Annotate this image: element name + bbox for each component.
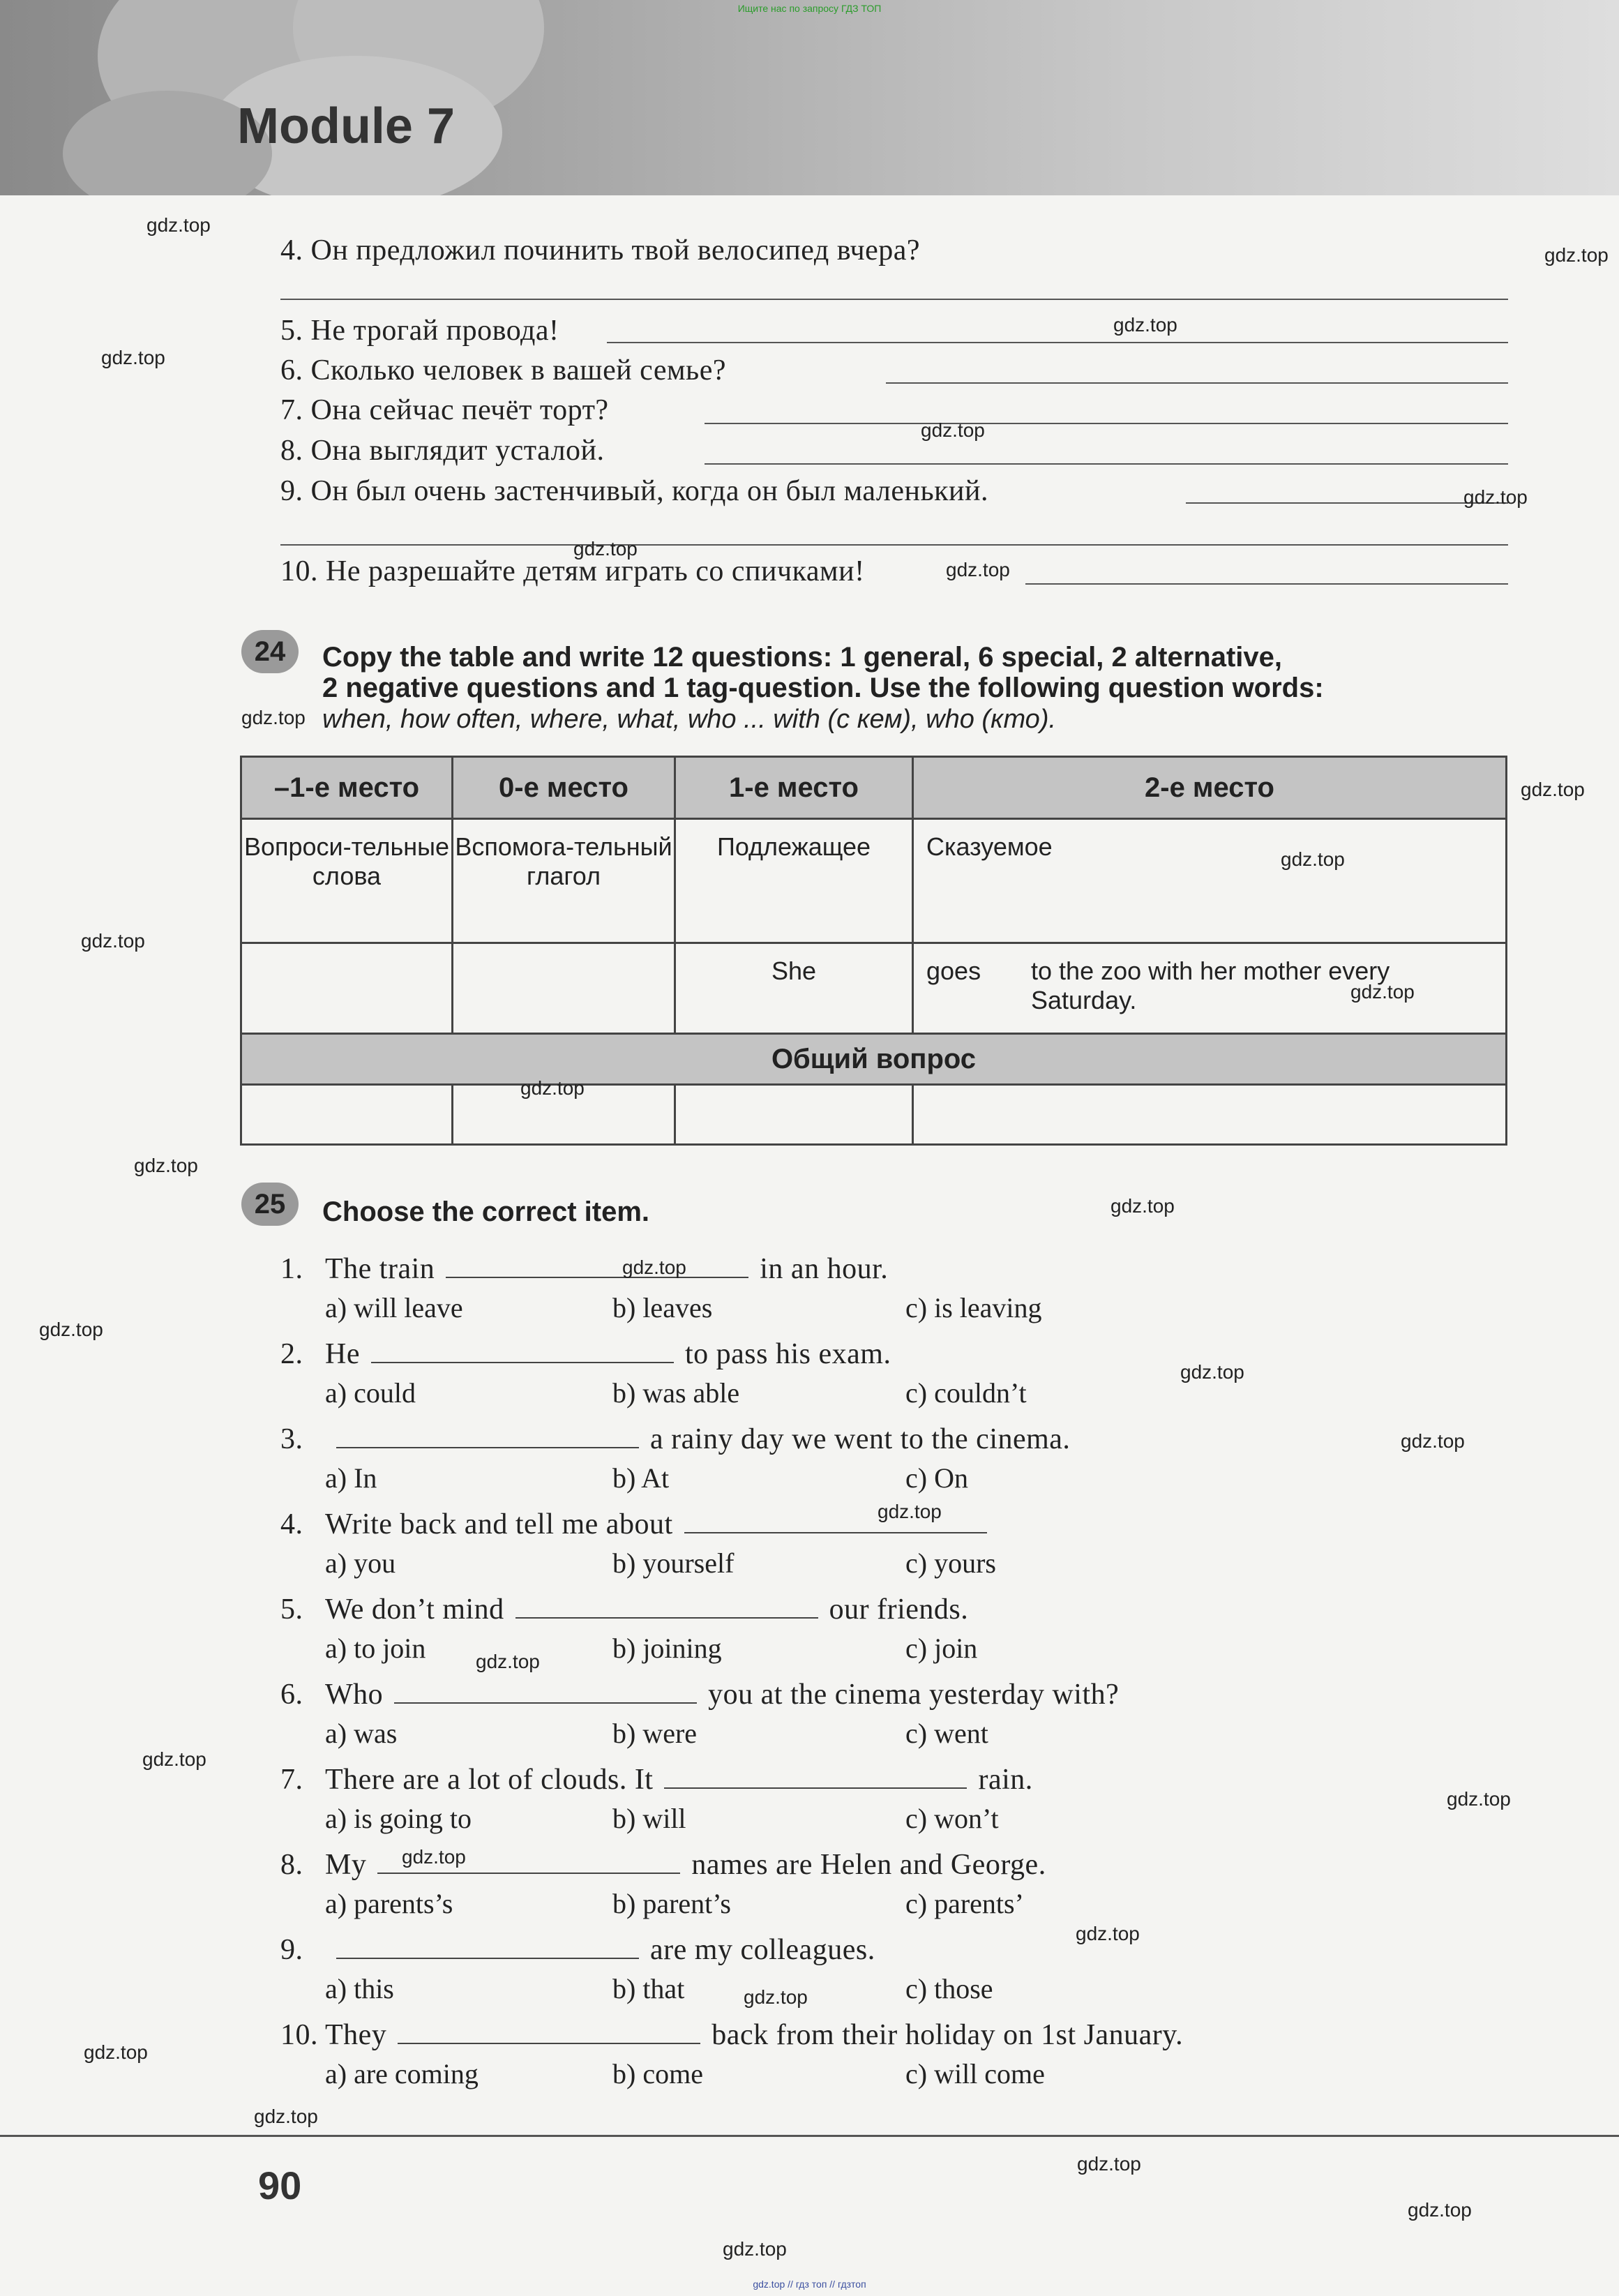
table-cell — [675, 1085, 913, 1145]
item-sentence — [325, 1593, 968, 1626]
watermark-text: gdz.top — [878, 1501, 942, 1522]
translate-item: 5. Не трогай провода! — [280, 315, 559, 347]
table-cell: Подлежащее — [675, 819, 913, 943]
sentence-before: They — [325, 2019, 387, 2051]
translate-item: 8. Она выглядит усталой. — [280, 435, 605, 467]
answer-option: a) could — [325, 1377, 416, 1409]
translate-item: 7. Она сейчас печёт торт? — [280, 394, 609, 426]
sentence-before: Who — [325, 1679, 384, 1711]
sentence-before: My — [325, 1849, 367, 1881]
watermark-text: gdz.top — [39, 1319, 103, 1340]
answer-option: b) At — [612, 1462, 670, 1494]
answer-option: c) parents’ — [905, 1888, 1024, 1919]
exercise-number: 25 — [241, 1183, 299, 1226]
answer-option: a) was — [325, 1718, 398, 1749]
watermark-text: gdz.top — [1110, 1195, 1175, 1217]
header-band — [0, 0, 1619, 195]
general-question-label: Общий вопрос — [241, 1034, 1507, 1085]
answer-line — [1025, 583, 1508, 585]
item-sentence — [325, 1933, 875, 1967]
table-cell — [241, 943, 453, 1034]
watermark-text: gdz.top — [84, 2041, 148, 2063]
sentence-after: in an hour. — [760, 1253, 889, 1285]
question-structure-table — [240, 756, 1507, 1146]
watermark-text: gdz.top — [81, 930, 145, 952]
sentence-before: The train — [325, 1253, 435, 1285]
table-header: 1-е место — [675, 757, 913, 819]
answer-option: b) parent’s — [612, 1888, 731, 1919]
answer-option: c) those — [905, 1973, 993, 2004]
watermark-text: gdz.top — [1401, 1430, 1465, 1452]
sentence-after: you at the cinema yesterday with? — [708, 1679, 1120, 1711]
watermark-text: gdz.top — [744, 1986, 808, 2008]
watermark-text: gdz.top — [476, 1651, 540, 1672]
sentence-before: Write back and tell me about — [325, 1508, 673, 1540]
answer-option: c) On — [905, 1462, 968, 1494]
item-number: 8. — [280, 1849, 303, 1881]
watermark-text: gdz.top — [1544, 244, 1609, 266]
table-cell: She — [675, 943, 913, 1034]
answer-option: c) won’t — [905, 1803, 999, 1834]
table-cell: Вопроси-тельные слова — [241, 819, 453, 943]
sentence-before: We don’t mind — [325, 1593, 504, 1626]
sentence-after: rain. — [978, 1764, 1033, 1796]
item-sentence — [325, 1337, 891, 1371]
translate-item: 9. Он был очень застенчивый, когда он был маленький. — [280, 475, 988, 507]
watermark-text: gdz.top — [146, 214, 211, 236]
item-number: 4. — [280, 1508, 303, 1540]
sentence-after: back from their holiday on 1st January. — [711, 2019, 1184, 2051]
answer-line — [705, 463, 1508, 465]
item-number: 3. — [280, 1423, 303, 1455]
answer-option: c) is leaving — [905, 1292, 1042, 1323]
answer-option: a) are coming — [325, 2058, 479, 2089]
watermark-text: gdz.top — [1281, 848, 1345, 870]
item-number: 7. — [280, 1764, 303, 1796]
watermark-text: gdz.top — [1447, 1788, 1511, 1810]
watermark-text: gdz.top — [622, 1256, 686, 1278]
watermark-text: gdz.top — [1350, 981, 1415, 1003]
answer-line — [1186, 502, 1508, 504]
exercise-instruction: Copy the table and write 12 questions: 1 general, 6 special, 2 alternative, — [322, 642, 1283, 673]
watermark-text: gdz.top — [254, 2106, 318, 2127]
translate-item: 4. Он предложил починить твой велосипед вчера? — [280, 234, 920, 267]
answer-option: b) will — [612, 1803, 686, 1834]
table-cell — [913, 943, 1507, 1034]
table-cell: Вспомога-тельный глагол — [453, 819, 675, 943]
footer-rule — [0, 2135, 1619, 2137]
answer-option: b) leaves — [612, 1292, 713, 1323]
item-number: 9. — [280, 1934, 303, 1966]
answer-blank[interactable] — [394, 1681, 697, 1704]
sentence-after: to pass his exam. — [684, 1338, 891, 1370]
bottom-note: gdz.top // гдз топ // гдзтоп — [753, 2279, 866, 2290]
answer-option: c) will come — [905, 2058, 1045, 2089]
sentence-after: are my colleagues. — [650, 1934, 875, 1966]
answer-line — [280, 299, 1508, 300]
watermark-text: gdz.top — [142, 1748, 206, 1770]
sentence-after: our friends. — [829, 1593, 969, 1626]
answer-option: c) went — [905, 1718, 988, 1749]
translate-item: 10. Не разрешайте детям играть со спичками! — [280, 555, 865, 587]
table-header: 2-е место — [913, 757, 1507, 819]
answer-line — [886, 382, 1508, 384]
table-rest: to the zoo with her mother every Saturday. — [1031, 956, 1390, 1014]
sentence-before: He — [325, 1338, 360, 1370]
item-number: 2. — [280, 1338, 303, 1370]
watermark-text: gdz.top — [402, 1846, 466, 1868]
answer-option: c) couldn’t — [905, 1377, 1027, 1409]
exercise-instruction: Choose the correct item. — [322, 1196, 650, 1227]
answer-option: a) is going to — [325, 1803, 472, 1834]
table-cell: Сказуемое — [913, 819, 1507, 943]
table-cell — [241, 1085, 453, 1145]
answer-option: b) that — [612, 1973, 685, 2004]
item-sentence — [325, 1252, 888, 1286]
item-number: 10. — [280, 2019, 318, 2051]
translate-item: 6. Сколько человек в вашей семье? — [280, 354, 726, 387]
exercise-question-words: when, how often, where, what, who ... with (с кем), who (кто). — [322, 705, 1057, 734]
answer-option: a) In — [325, 1462, 377, 1494]
watermark-text: gdz.top — [1180, 1361, 1244, 1383]
watermark-text: gdz.top — [1521, 779, 1585, 800]
watermark-text: gdz.top — [1463, 486, 1528, 508]
top-note: Ищите нас по запросу ГДЗ ТОП — [737, 3, 882, 14]
item-sentence — [325, 2018, 1183, 2052]
sentence-after: names are Helen and George. — [691, 1849, 1046, 1881]
answer-option: a) parents’s — [325, 1888, 453, 1919]
answer-blank[interactable] — [336, 1937, 639, 1959]
page-number: 90 — [258, 2163, 302, 2207]
answer-line — [607, 342, 1508, 343]
table-header: –1-е место — [241, 757, 453, 819]
watermark-text: gdz.top — [134, 1155, 198, 1176]
watermark-text: gdz.top — [1113, 314, 1177, 336]
watermark-text: gdz.top — [101, 347, 165, 368]
sentence-before: There are a lot of clouds. It — [325, 1764, 654, 1796]
item-number: 1. — [280, 1253, 303, 1285]
watermark-text: gdz.top — [573, 538, 638, 560]
answer-option: a) this — [325, 1973, 394, 2004]
answer-option: b) was able — [612, 1377, 740, 1409]
table-cell — [913, 1085, 1507, 1145]
exercise-number: 24 — [241, 630, 299, 673]
item-sentence — [325, 1678, 1119, 1711]
answer-option: a) to join — [325, 1633, 426, 1664]
module-title: Module 7 — [237, 98, 455, 154]
watermark-text: gdz.top — [1076, 1923, 1140, 1944]
answer-blank[interactable] — [371, 1341, 674, 1363]
table-verb: goes — [926, 956, 981, 985]
answer-option: a) will leave — [325, 1292, 463, 1323]
table-header: 0-е место — [453, 757, 675, 819]
answer-option: b) come — [612, 2058, 703, 2089]
answer-option: b) were — [612, 1718, 698, 1749]
answer-blank[interactable] — [664, 1766, 967, 1789]
table-cell — [453, 943, 675, 1034]
exercise-instruction: 2 negative questions and 1 tag-question. Use the following question words: — [322, 673, 1324, 703]
answer-blank[interactable] — [398, 2022, 700, 2044]
watermark-text: gdz.top — [241, 707, 306, 728]
answer-option: c) join — [905, 1633, 978, 1664]
watermark-text: gdz.top — [1408, 2199, 1472, 2221]
watermark-text: gdz.top — [921, 419, 985, 441]
watermark-text: gdz.top — [946, 559, 1010, 580]
item-number: 5. — [280, 1593, 303, 1626]
answer-line — [280, 544, 1508, 546]
answer-option: b) joining — [612, 1633, 722, 1664]
answer-option: c) yours — [905, 1547, 996, 1579]
watermark-text: gdz.top — [723, 2238, 787, 2260]
answer-option: a) you — [325, 1547, 396, 1579]
answer-option: b) yourself — [612, 1547, 735, 1579]
answer-blank[interactable] — [446, 1256, 748, 1278]
sentence-after: a rainy day we went to the cinema. — [650, 1423, 1071, 1455]
answer-blank[interactable] — [336, 1426, 639, 1448]
item-number: 6. — [280, 1679, 303, 1711]
item-sentence — [325, 1423, 1070, 1456]
watermark-text: gdz.top — [520, 1077, 585, 1099]
answer-line — [705, 423, 1508, 424]
answer-blank[interactable] — [515, 1596, 818, 1619]
item-sentence — [325, 1763, 1033, 1796]
watermark-text: gdz.top — [1077, 2153, 1141, 2175]
